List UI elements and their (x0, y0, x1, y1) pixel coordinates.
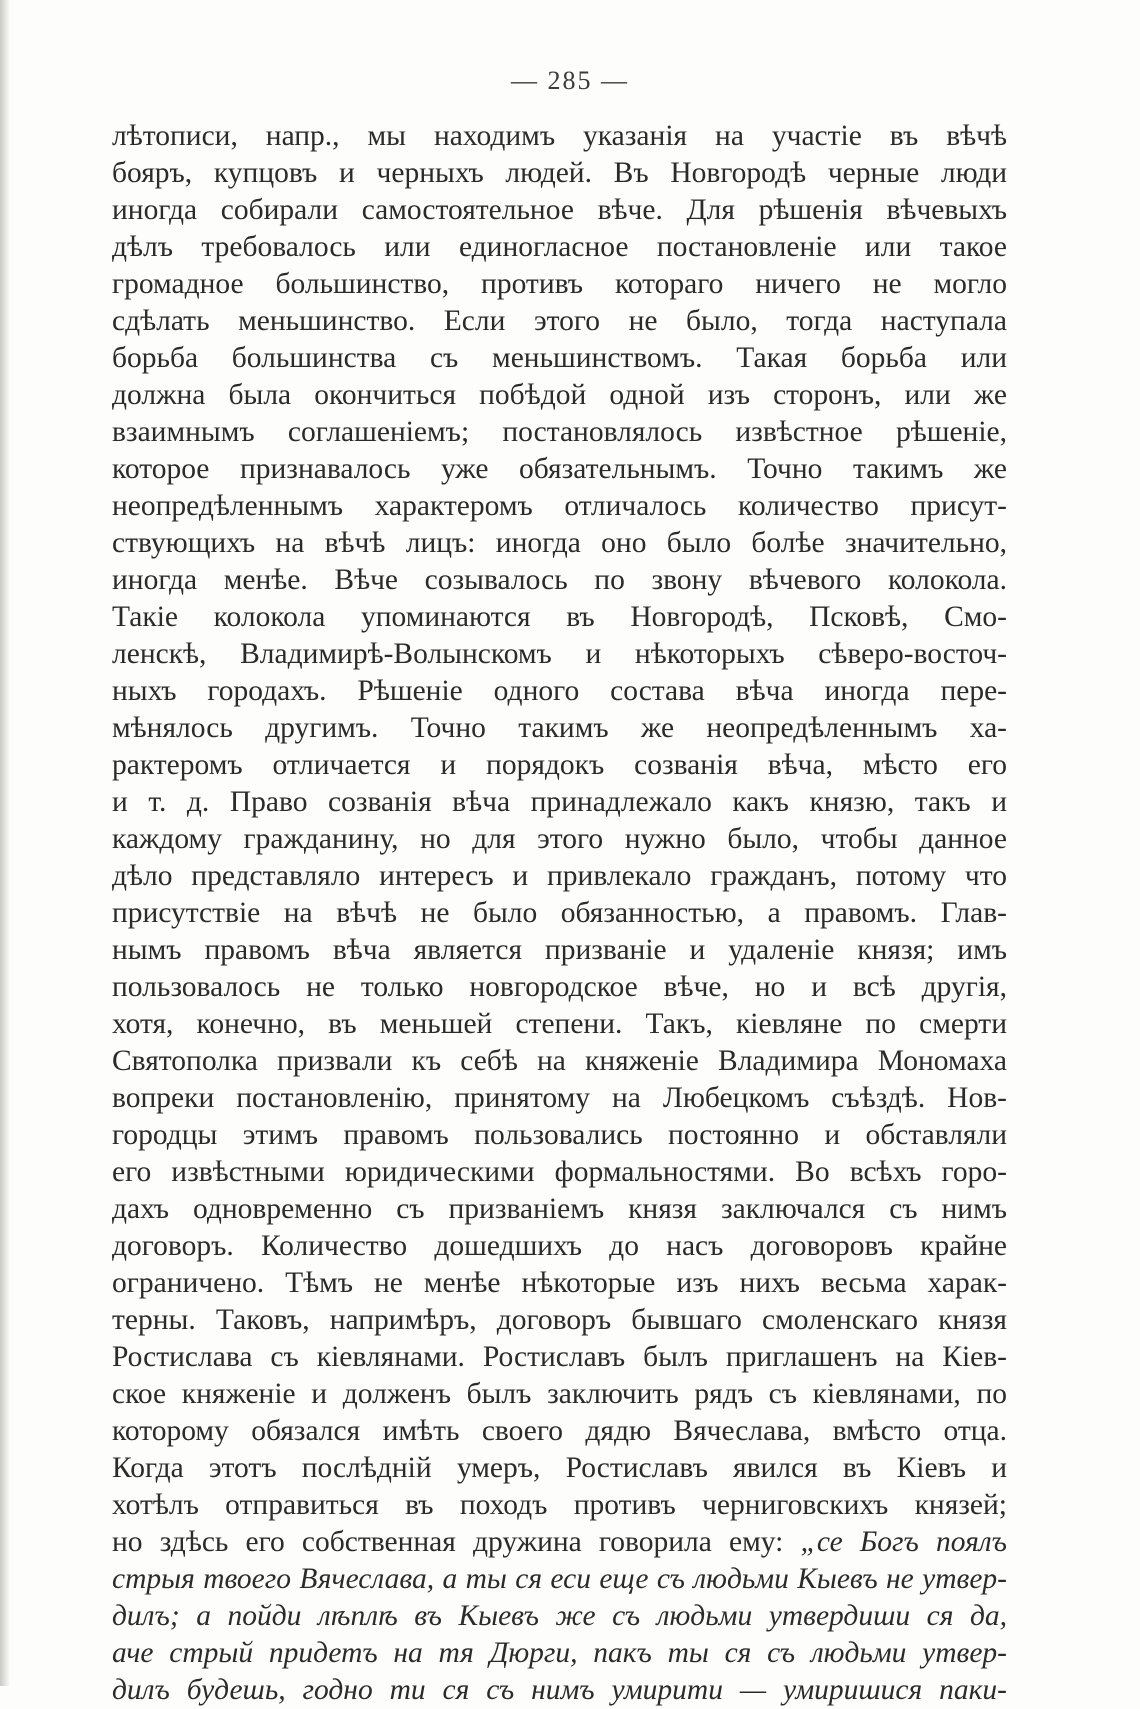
page-edge-shadow (0, 0, 10, 1686)
text-line: ленскѣ, Владимирѣ-Волынскомъ и нѣкоторыхъ сѣверо-восточ- (112, 638, 1007, 670)
text-line: нымъ правомъ вѣча является призваніе и удаленіе князя; имъ (112, 934, 1007, 966)
text-line: ское княженіе и долженъ былъ заключить рядъ съ кіевлянами, по (112, 1378, 1007, 1410)
text-line: громадное большинство, противъ котораго ничего не могло (112, 268, 1007, 300)
text-line-roman-part: но здѣсь его собственная дружина говорила ему: (112, 1526, 801, 1558)
text-line-mixed (112, 1524, 1007, 1561)
text-line: бояръ, купцовъ и черныхъ людей. Въ Новгородѣ черные люди (112, 157, 1007, 189)
text-line: его извѣстными юридическими формальностями. Во всѣхъ горо- (112, 1156, 1007, 1188)
text-line: которое признавалось уже обязательнымъ. Точно такимъ же (112, 453, 1007, 485)
text-line: рактеромъ отличается и порядокъ созванія вѣча, мѣсто его (112, 749, 1007, 781)
text-line: иногда менѣе. Вѣче созывалось по звону вѣчевого колокола. (112, 564, 1007, 596)
body-text (112, 118, 1007, 1709)
text-line: городцы этимъ правомъ пользовались постоянно и обставляли (112, 1119, 1007, 1151)
page-number: — 285 — (511, 66, 629, 95)
text-line: лѣтописи, напр., мы находимъ указанія на участіе въ вѣчѣ (112, 120, 1007, 152)
text-line: Когда этотъ послѣдній умеръ, Ростиславъ явился въ Кіевъ и (112, 1452, 1007, 1484)
text-line: дѣло представляло интересъ и привлекало гражданъ, потому что (112, 860, 1007, 892)
text-line: Святополка призвали къ себѣ на княженіе Владимира Мономаха (112, 1045, 1007, 1077)
quote-line: дилъ будешь, годно ти ся съ нимъ умирити — умиришися паки- (112, 1674, 1007, 1706)
quote-line: дилъ; а пойди лѣплѣ въ Кыевъ же съ людьми утвердиши ся да, (112, 1600, 1007, 1632)
text-line: иногда собирали самостоятельное вѣче. Для рѣшенія вѣчевыхъ (112, 194, 1007, 226)
text-line: договоръ. Количество дошедшихъ до насъ договоровъ крайне (112, 1230, 1007, 1262)
quote-line: стрыя твоего Вячеслава, а ты ся еси еще съ людьми Кыевъ не утвер- (112, 1563, 1007, 1595)
text-line: терны. Таковъ, напримѣръ, договоръ бывшаго смоленскаго князя (112, 1304, 1007, 1336)
text-line: присутствіе на вѣчѣ не было обязанностью, а правомъ. Глав- (112, 897, 1007, 929)
quote-start: „се Богъ поялъ (800, 1526, 1007, 1558)
text-line: пользовалось не только новгородское вѣче, но и всѣ другія, (112, 971, 1007, 1003)
text-line: Ростислава съ кіевлянами. Ростиславъ былъ приглашенъ на Кіев- (112, 1341, 1007, 1373)
text-line: которому обязался имѣть своего дядю Вячеслава, вмѣсто отца. (112, 1415, 1007, 1447)
text-line: ствующихъ на вѣчѣ лицъ: иногда оно было болѣе значительно, (112, 527, 1007, 559)
text-line: Такіе колокола упоминаются въ Новгородѣ, Псковѣ, Смо- (112, 601, 1007, 633)
text-line: мѣнялось другимъ. Точно такимъ же неопредѣленнымъ ха- (112, 712, 1007, 744)
text-line: вопреки постановленію, принятому на Любецкомъ съѣздѣ. Нов- (112, 1082, 1007, 1114)
text-line: каждому гражданину, но для этого нужно было, чтобы данное (112, 823, 1007, 855)
text-line: ограничено. Тѣмъ не менѣе нѣкоторые изъ нихъ весьма харак- (112, 1267, 1007, 1299)
text-line: сдѣлать меньшинство. Если этого не было, тогда наступала (112, 305, 1007, 337)
text-line: должна была окончиться побѣдой одной изъ сторонъ, или же (112, 379, 1007, 411)
text-line: взаимнымъ соглашеніемъ; постановлялось извѣстное рѣшеніе, (112, 416, 1007, 448)
quote-line: аче стрый придетъ на тя Дюрги, пакъ ты ся съ людьми утвер- (112, 1637, 1007, 1669)
text-line: дахъ одновременно съ призваніемъ князя заключался съ нимъ (112, 1193, 1007, 1225)
text-line: хотѣлъ отправиться въ походъ противъ черниговскихъ князей; (112, 1489, 1007, 1521)
text-line: ныхъ городахъ. Рѣшеніе одного состава вѣча иногда пере- (112, 675, 1007, 707)
text-line: дѣлъ требовалось или единогласное постановленіе или такое (112, 231, 1007, 263)
text-line: хотя, конечно, въ меньшей степени. Такъ, кіевляне по смерти (112, 1008, 1007, 1040)
text-line: и т. д. Право созванія вѣча принадлежало какъ князю, такъ и (112, 786, 1007, 818)
text-line: неопредѣленнымъ характеромъ отличалось количество присут- (112, 490, 1007, 522)
text-line: борьба большинства съ меньшинствомъ. Такая борьба или (112, 342, 1007, 374)
